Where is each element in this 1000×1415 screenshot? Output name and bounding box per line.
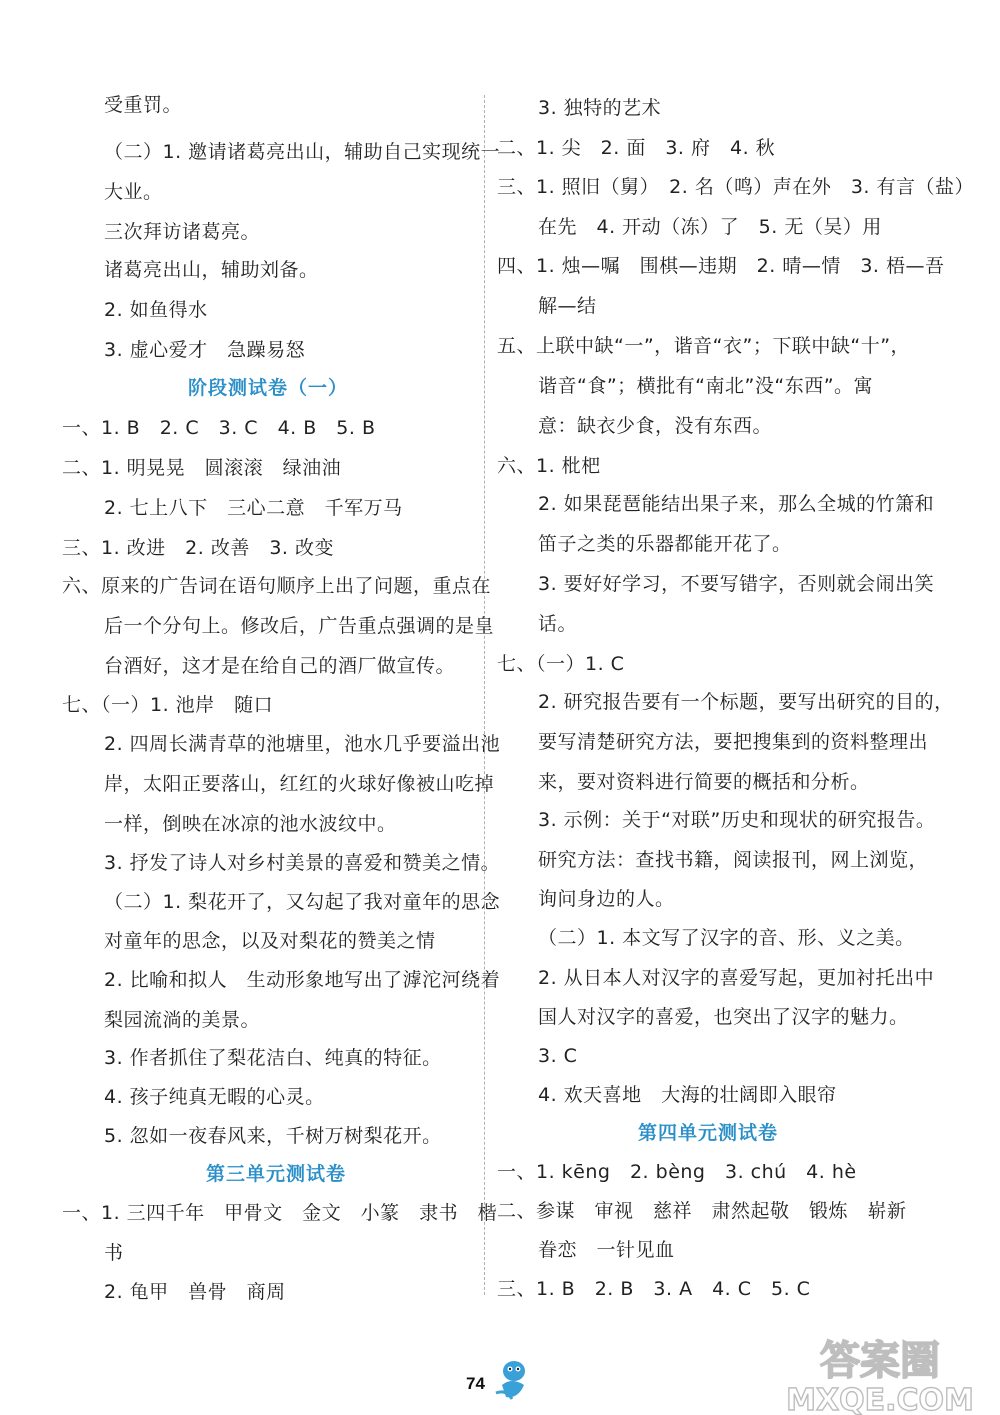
column-divider (484, 95, 485, 1295)
right-line: 国人对汉字的喜爱，也突出了汉字的魅力。 (538, 1006, 909, 1028)
right-line: 3. 要好好学习，不要写错字，否则就会闹出笑 (538, 573, 935, 595)
section-heading: 第三单元测试卷 (206, 1163, 347, 1185)
left-line: 岸，太阳正要落山，红红的火球好像被山吃掉 (104, 773, 495, 795)
right-line: 3. 示例：关于“对联”历史和现状的研究报告。 (538, 809, 936, 831)
left-line: 3. 抒发了诗人对乡村美景的喜爱和赞美之情。 (104, 852, 501, 874)
right-line: 谐音“食”；横批有“南北”没“东西”。寓 (538, 375, 874, 397)
section-heading: 阶段测试卷（一） (188, 377, 349, 399)
left-line: 受重罚。 (104, 94, 183, 116)
right-line: 二、参谋 审视 慈祥 肃然起敬 锻炼 崭新 (497, 1200, 907, 1222)
right-line: 五、上联中缺“一”，谐音“衣”；下联中缺“十”， (497, 335, 911, 357)
left-line: 3. 作者抓住了梨花洁白、纯真的特征。 (104, 1047, 442, 1069)
watermark-text-bottom: MXQE.COM (786, 1383, 974, 1415)
mascot-icon (492, 1355, 532, 1403)
right-line: 一、1. kēng 2. bèng 3. chú 4. hè (497, 1161, 857, 1183)
left-line: 2. 龟甲 兽骨 商周 (104, 1281, 286, 1303)
left-line: 大业。 (104, 181, 163, 203)
right-line: 三、1. 照旧（舅） 2. 名（鸣）声在外 3. 有言（盐） (497, 176, 975, 198)
left-line: 2. 如鱼得水 (104, 299, 208, 321)
right-line: 研究方法：查找书籍，阅读报刊，网上浏览， (538, 849, 929, 871)
watermark-logo (762, 1330, 1000, 1415)
left-line: 一样，倒映在冰凉的池水波纹中。 (104, 813, 397, 835)
right-line: 笛子之类的乐器都能开花了。 (538, 533, 792, 555)
left-line: 3. 虚心爱才 急躁易怒 (104, 339, 306, 361)
right-line: 4. 欢天喜地 大海的壮阔即入眼帘 (538, 1084, 837, 1106)
right-line: 七、（一）1. C (497, 653, 625, 675)
right-line: 二、1. 尖 2. 面 3. 府 4. 秋 (497, 137, 776, 159)
right-line: 要写清楚研究方法，要把搜集到的资料整理出 (538, 731, 929, 753)
right-line: 3. C (538, 1045, 578, 1067)
right-line: 3. 独特的艺术 (538, 97, 662, 119)
left-line: 三、1. 改进 2. 改善 3. 改变 (62, 537, 335, 559)
right-line: 四、1. 烛—嘱 围棋—违期 2. 晴—情 3. 梧—吾 (497, 255, 945, 277)
left-line: （二）1. 邀请诸葛亮出山，辅助自己实现统一 (104, 141, 501, 163)
right-line: （二）1. 本文写了汉字的音、形、义之美。 (538, 927, 915, 949)
left-line: 对童年的思念，以及对梨花的赞美之情 (104, 930, 436, 952)
left-line: 2. 比喻和拟人 生动形象地写出了滹沱河绕着 (104, 969, 501, 991)
right-line: 六、1. 枇杷 (497, 455, 601, 477)
right-line: 解—结 (538, 295, 597, 317)
left-line: 书 (104, 1242, 124, 1264)
left-line: 5. 忽如一夜春风来，千树万树梨花开。 (104, 1125, 442, 1147)
left-line: 2. 七上八下 三心二意 千军万马 (104, 497, 403, 519)
left-line: 4. 孩子纯真无暇的心灵。 (104, 1086, 325, 1108)
watermark-text-top: 答案圈 (820, 1338, 940, 1384)
left-line: 三次拜访诸葛亮。 (104, 221, 261, 243)
right-line: 在先 4. 开动（冻）了 5. 无（吴）用 (538, 216, 882, 238)
right-line: 话。 (538, 613, 578, 635)
left-line: 诸葛亮出山，辅助刘备。 (104, 259, 319, 281)
left-line: 2. 四周长满青草的池塘里，池水几乎要溢出池 (104, 733, 501, 755)
right-line: 2. 从日本人对汉字的喜爱写起，更加衬托出中 (538, 967, 935, 989)
right-line: 意：缺衣少食，没有东西。 (538, 415, 773, 437)
left-line: 一、1. 三四千年 甲骨文 金文 小篆 隶书 楷 (62, 1202, 498, 1224)
right-line: 眷恋 一针见血 (538, 1239, 675, 1261)
left-line: （二）1. 梨花开了，又勾起了我对童年的思念 (104, 891, 501, 913)
left-line: 梨园流淌的美景。 (104, 1009, 261, 1031)
page-number: 74 (466, 1374, 485, 1393)
right-line: 三、1. B 2. B 3. A 4. C 5. C (497, 1278, 811, 1300)
right-line: 2. 如果琵琶能结出果子来，那么全城的竹箫和 (538, 493, 935, 515)
section-heading: 第四单元测试卷 (638, 1122, 779, 1144)
left-line: 台酒好，这才是在给自己的酒厂做宣传。 (104, 655, 456, 677)
left-line: 后一个分句上。修改后，广告重点强调的是皇 (104, 615, 495, 637)
left-line: 六、原来的广告词在语句顺序上出了问题，重点在 (62, 575, 492, 597)
right-line: 2. 研究报告要有一个标题，要写出研究的目的， (538, 691, 954, 713)
left-line: 二、1. 明晃晃 圆滚滚 绿油油 (62, 457, 342, 479)
left-line: 七、（一）1. 池岸 随口 (62, 694, 274, 716)
right-line: 来，要对资料进行简要的概括和分析。 (538, 771, 870, 793)
right-line: 询问身边的人。 (538, 888, 675, 910)
left-line: 一、1. B 2. C 3. C 4. B 5. B (62, 417, 376, 439)
